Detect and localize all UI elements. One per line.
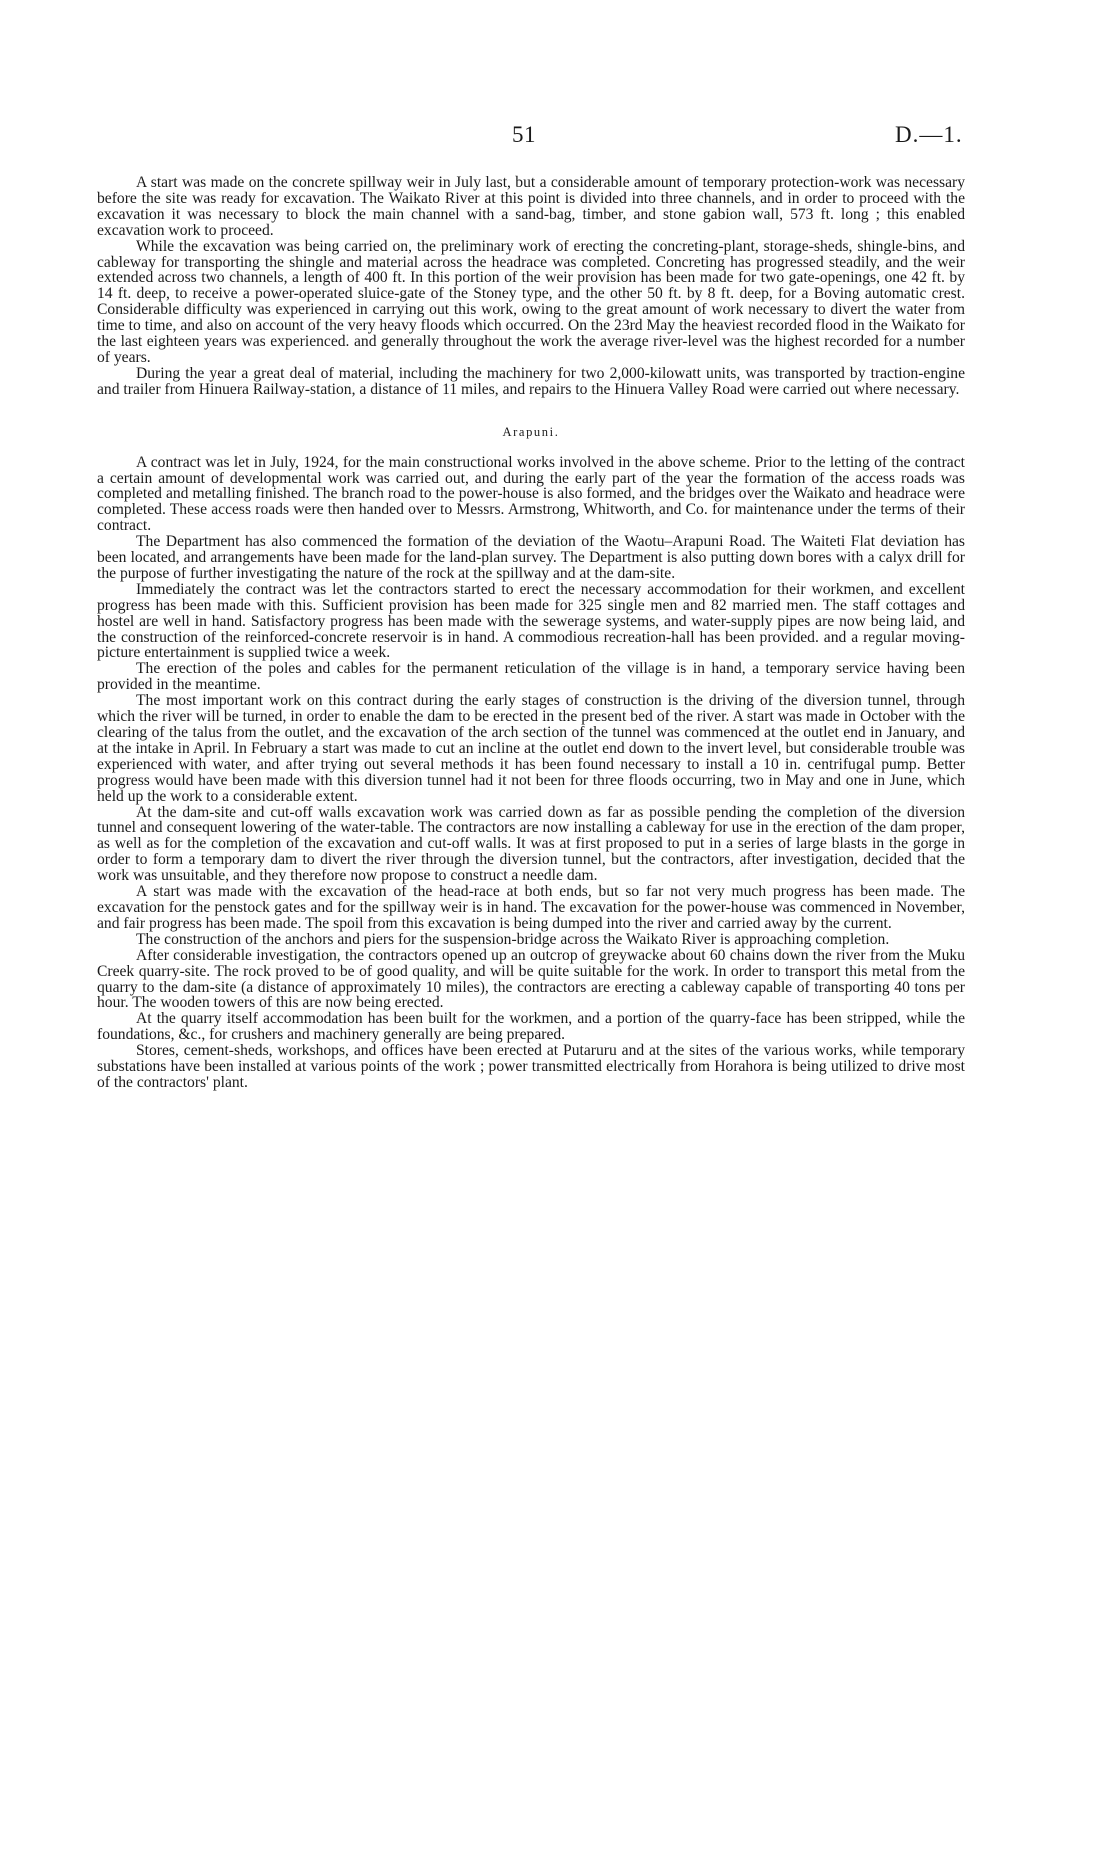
paragraph: At the quarry itself accommodation has been built for the workmen, and a portion of the quarry-face has been stripped, while the foundations, &c., for crushers and machinery generally are being prepared. [97, 1010, 965, 1044]
page-header [0, 122, 1114, 162]
body-text [97, 175, 965, 1091]
paragraph: A contract was let in July, 1924, for the main constructional works involved in the above scheme. Prior to the letting of the contract a certain amount of developmental work was carried out, and during the early part of the year the formation of the access roads was completed and metalling finished. The branch road to the power-house is also formed, and the bridges over the Waikato and headrace were completed. These access roads were then handed over to Messrs. Armstrong, Whitworth, and Co. for maintenance under the terms of their contract. [97, 453, 965, 535]
paragraph: The construction of the anchors and piers for the suspension-bridge across the Waikato River is approaching completion. [136, 930, 890, 948]
page-number: 51 [512, 122, 536, 147]
section-heading-arapuni: Arapuni. [502, 424, 560, 439]
document-code: D.—1. [895, 122, 963, 147]
paragraph: The erection of the poles and cables for the permanent reticulation of the village is in hand, a temporary service having been provided in the meantime. [97, 660, 965, 694]
paragraph: After considerable investigation, the contractors opened up an outcrop of greywacke about 60 chains down the river from the Muku Creek quarry-site. The rock proved to be of good quality, and will be quite suitable for the work. In order to transport this metal from the quarry to the dam-site (a distance of approximately 10 miles), the contractors are erecting a cableway capable of transporting 40 tons per hour. The wooden towers of this are now being erected. [97, 946, 965, 1012]
paragraph: Stores, cement-sheds, workshops, and offices have been erected at Putaruru and at the sites of the various works, while temporary substations have been installed at various points of the work ; power transmitted electrically from Horahora is being utilized to drive most of the contractors' plant. [97, 1042, 965, 1091]
paragraph: At the dam-site and cut-off walls excavation work was carried down as far as possible pending the completion of the diversion tunnel and consequent lowering of the water-table. The contractors are now installing a cableway for use in the erection of the dam proper, as well as for the completion of the excavation and cut-off walls. It was at first proposed to put in a series of large blasts in the gorge in order to form a temporary dam to divert the river through the diversion tunnel, but the contractors, after investigation, decided that the work was unsuitable, and they therefore now propose to construct a needle dam. [97, 803, 965, 885]
paragraph: While the excavation was being carried on, the preliminary work of erecting the concreting-plant, storage-sheds, shingle-bins, and cableway for transporting the shingle and material across the headrace was completed. Concreting has progressed steadily, and the weir extended across two channels, a length of 400 ft. In this portion of the weir provision has been made for two gate-openings, one 42 ft. by 14 ft. deep, to receive a power-operated sluice-gate of the Stoney type, and the other 50 ft. by 8 ft. deep, for a Boving automatic crest. Considerable difficulty was experienced in carrying out this work, owing to the great amount of work necessary to divert the water from time to time, and also on account of the very heavy floods which occurred. On the 23rd May the heaviest recorded flood in the Waikato for the last eighteen years was experienced. and generally throughout the work the average river-level was the highest recorded for a number of years. [97, 237, 965, 366]
paragraph: The Department has also commenced the formation of the deviation of the Waotu–Arapuni Road. The Waiteti Flat deviation has been located, and arrangements have been made for the land-plan survey. The Department is also putting down bores with a calyx drill for the purpose of further investigating the nature of the rock at the spillway and at the dam-site. [97, 533, 965, 582]
paragraph: The most important work on this contract during the early stages of construction is the driving of the diversion tunnel, through which the river will be turned, in order to enable the dam to be erected in the present bed of the river. A start was made in October with the clearing of the talus from the outlet, and the excavation of the arch section of the tunnel was commenced at the outlet end in January, and at the intake in April. In February a start was made to cut an incline at the outlet end down to the invert level, but considerable trouble was experienced with water, and after trying out several methods it has been found necessary to install a 10 in. centrifugal pump. Better progress would have been made with this diversion tunnel had it not been for three floods occurring, two in May and one in June, which held up the work to a considerable extent. [97, 692, 965, 805]
paragraph: A start was made on the concrete spillway weir in July last, but a considerable amount of temporary protection-work was necessary before the site was ready for excavation. The Waikato River at this point is divided into three channels, and in order to proceed with the excavation it was necessary to block the main channel with a sand-bag, timber, and stone gabion wall, 573 ft. long ; this enabled excavation work to proceed. [97, 174, 965, 239]
paragraph: During the year a great deal of material, including the machinery for two 2,000-kilowatt units, was transported by traction-engine and trailer from Hinuera Railway-station, a distance of 11 miles, and repairs to the Hinuera Valley Road were carried out where necessary. [97, 364, 965, 398]
paragraph: A start was made with the excavation of the head-race at both ends, but so far not very much progress has been made. The excavation for the penstock gates and for the spillway weir is in hand. The excavation for the power-house was commenced in November, and fair progress has been made. The spoil from this excavation is being dumped into the river and carried away by the current. [97, 883, 965, 932]
paragraph: Immediately the contract was let the contractors started to erect the necessary accommodation for their workmen, and excellent progress has been made with this. Sufficient provision has been made for 325 single men and 82 married men. The staff cottages and hostel are well in hand. Satisfactory progress has been made with the sewerage systems, and water-supply pipes are now being laid, and the construction of the reinforced-concrete reservoir is in hand. A commodious recreation-hall has been provided. and a regular moving-picture entertainment is supplied twice a week. [97, 580, 965, 662]
